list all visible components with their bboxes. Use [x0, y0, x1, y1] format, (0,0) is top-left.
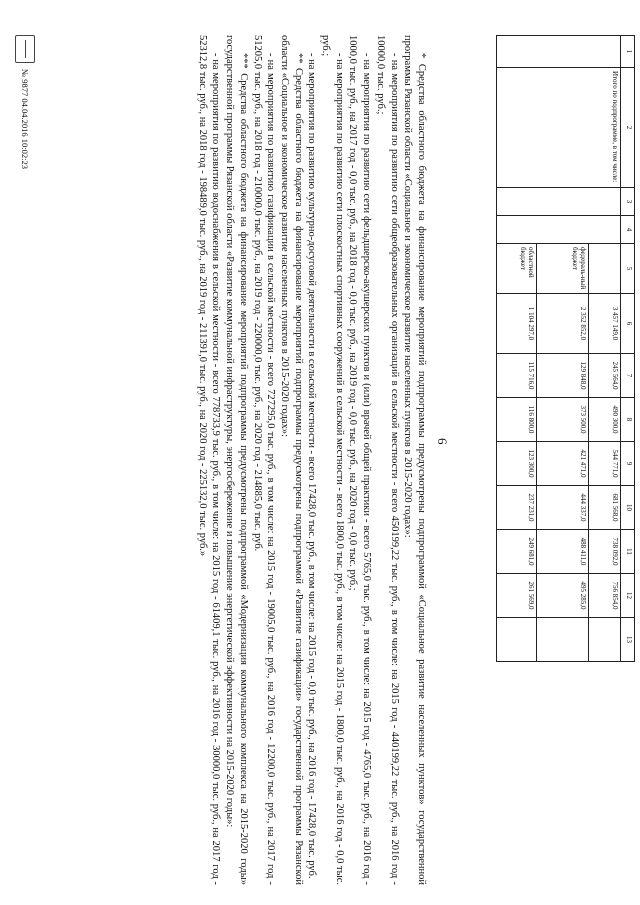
note-paragraph: - на мероприятия по развитию сети фельдшерско-акушерских пунктов и (или) врачей общей практики - всего 5765,0 тыс. руб., в том числе: на 2015 год - 4765,0 тыс. руб., на 2016 год - 1000,0 тыс. руб., на 2017 год - 0,0 тыс. руб., на 2018 год - 0,0 тыс. руб., на 2019 год - 0,0 тыс. руб., на 2020 год - 0,0 тыс. руб.;: [347, 35, 373, 885]
budget-table: [496, 35, 635, 662]
registration-footer: [15, 35, 35, 169]
table-cell: 123 300,0: [497, 442, 537, 486]
note-paragraph: - на мероприятия по развитию сети плоскостных спортивных сооружений в сельской местности - всего 1800,0 тыс. руб., в том числе: на 2015 год - 1800,0 тыс. руб., на 2016 год - 0,0 тыс. руб.;: [320, 35, 345, 885]
table-cell: 681 568,0: [589, 486, 621, 530]
table-cell: [497, 618, 537, 662]
table-cell: 444 337,0: [537, 486, 589, 530]
table-cell: 237 231,0: [497, 486, 537, 530]
table-cell: 115 716,0: [497, 354, 537, 398]
table-cell: 421 471,0: [537, 442, 589, 486]
row-label: Итого по подпрограмме, в том числе:: [497, 68, 621, 188]
table-cell: 2 352 852,0: [537, 294, 589, 354]
note-paragraph: - на мероприятия по развитию сети общеобразовательных организаций в сельской местности - всего 450199,22 тыс. руб., в том числе: на 2015 год - 440199,22 тыс. руб., на 2016 год - 10000,0 тыс. руб.;: [374, 35, 400, 885]
table-cell: 249 681,0: [497, 530, 537, 574]
note-paragraph: - на мероприятия по развитию водоснабжения в сельской местности - всего 778733,9 тыс. руб., в том числе: на 2015 год - 61409,1 тыс. руб., на 2016 год - 30000,0 тыс. руб., на 2017 год - 52312,8 тыс. руб., на 2018 год - 198489,0 тыс. руб., на 2019 год - 211391,0 тыс. руб., на 2020 год - 225132,0 тыс. руб.»: [196, 35, 222, 885]
column-number: 3: [621, 188, 635, 216]
footnotes: [195, 35, 428, 885]
table-cell: [497, 36, 621, 68]
column-number: 5: [621, 244, 635, 294]
column-number: 4: [621, 216, 635, 244]
column-number: 6: [621, 294, 635, 354]
table-cell: областной бюджет: [497, 244, 537, 294]
table-cell: 3 457 149,0: [589, 294, 621, 354]
column-number: 11: [621, 530, 635, 574]
table-cell: [537, 618, 589, 662]
table-cell: 116 800,0: [497, 398, 537, 442]
column-number: 10: [621, 486, 635, 530]
column-number: 12: [621, 574, 635, 618]
table-cell: 495 285,0: [537, 574, 589, 618]
column-number: 7: [621, 354, 635, 398]
column-number: 8: [621, 398, 635, 442]
table-cell: 261 569,0: [497, 574, 537, 618]
column-number: 1: [621, 36, 635, 68]
note-paragraph: ** Средства областного бюджета на финансирование мероприятий подпрограммы предусмотрены подпрограммой «Развитие газификации» государственной программы Рязанской области «Социальное и экономическое развитие населенных пунктов в 2015-2020 годах»:: [278, 35, 304, 885]
stamp-icon: [15, 35, 35, 63]
table-cell: 129 848,0: [537, 354, 589, 398]
table-cell: 738 092,0: [589, 530, 621, 574]
table-cell: [589, 244, 621, 294]
table-cell: [589, 618, 621, 662]
table-row: [589, 36, 621, 662]
table-cell: 245 564,0: [589, 354, 621, 398]
note-paragraph: *** Средства областного бюджета на финансирование мероприятий подпрограммы предусмотрены подпрограммой «Модернизация коммунального комплекса на 2015-2020 годы» государственной программы Рязанской области «Развитие коммунальной инфраструктуры, энергосбережение и повышение энергетической эффективности на 2015-2020 годы»:: [224, 35, 249, 885]
table-cell: 488 411,0: [537, 530, 589, 574]
table-cell: [497, 188, 621, 216]
registration-number: № 9877 04.04.2016 10:02:23: [20, 69, 30, 169]
note-paragraph: * Средства областного бюджета на финансирование мероприятий подпрограммы предусмотрены подпрограммой «Социальное развитие населенных пунктов» государственной программы Рязанской области «Социальное и экономическое развитие населенных пунктов в 2015-2020 годах»:: [402, 35, 427, 885]
table-cell: 373 500,0: [537, 398, 589, 442]
table-cell: 1 104 297,0: [497, 294, 537, 354]
note-paragraph: - на мероприятия по развитию культурно-досуговой деятельности в сельской местности - всего 17428,0 тыс. руб., в том числе: на 2015 год - 0,0 тыс. руб., на 2016 год - 17428,0 тыс. руб.: [306, 53, 318, 879]
column-number: 2: [621, 68, 635, 188]
column-number: 9: [621, 442, 635, 486]
page-number: 6: [435, 438, 450, 445]
table-cell: 756 854,0: [589, 574, 621, 618]
table-cell: [497, 216, 621, 244]
note-paragraph: - на мероприятия по развитию газификации в сельской местности - всего 727295,0 тыс. руб., в том числе: на 2015 год - 19005,0 тыс. руб., на 2016 год - 12200,0 тыс. руб., на 2017 год - 51205,0 тыс. руб., на 2018 год - 210000,0 тыс. руб., на 2019 год - 220000,0 тыс. руб., на 2020 год - 214885,0 тыс. руб.: [251, 35, 277, 885]
table-cell: федераль-ный бюджет: [537, 244, 589, 294]
table-header-row: [621, 36, 635, 662]
table-cell: 490 300,0: [589, 398, 621, 442]
column-number: 13: [621, 618, 635, 662]
table-cell: 544 771,0: [589, 442, 621, 486]
